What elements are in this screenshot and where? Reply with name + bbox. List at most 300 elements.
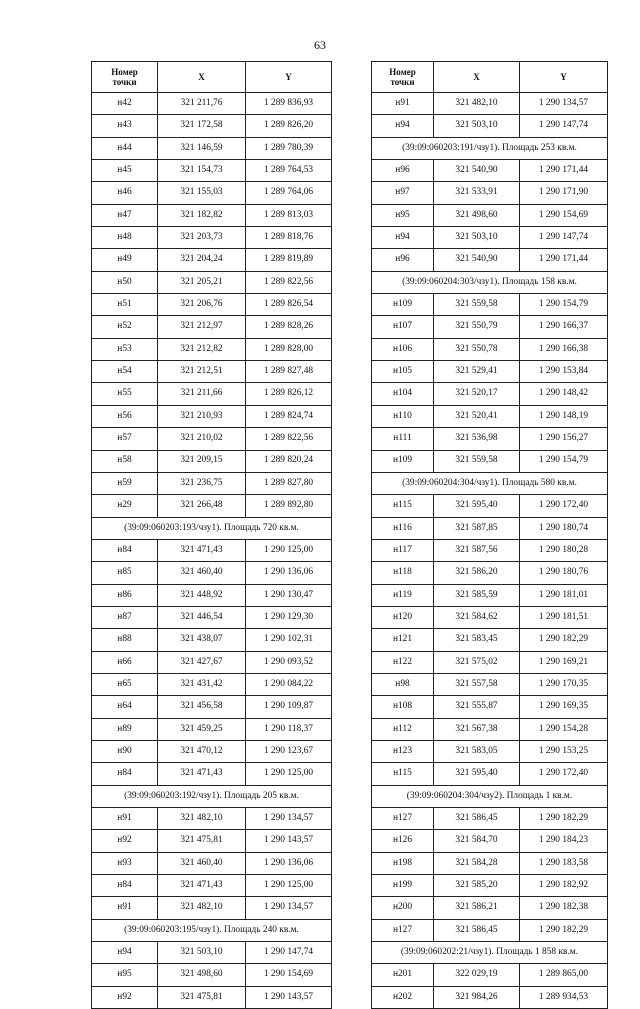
point-number-cell: н43	[92, 115, 158, 137]
point-number-cell: н107	[372, 316, 434, 338]
y-coordinate-cell: 1 289 828,00	[246, 338, 332, 360]
point-number-cell: н92	[92, 986, 158, 1008]
x-coordinate-cell: 321 585,59	[434, 584, 520, 606]
point-number-cell: н111	[372, 428, 434, 450]
point-number-cell: н95	[372, 204, 434, 226]
x-coordinate-cell: 321 498,60	[434, 204, 520, 226]
y-coordinate-cell: 1 290 134,57	[246, 808, 332, 830]
point-number-cell: н56	[92, 405, 158, 427]
table-header-row	[92, 62, 332, 93]
table-row	[372, 830, 608, 852]
x-coordinate-cell: 321 586,45	[434, 808, 520, 830]
x-coordinate-cell: 321 266,48	[158, 495, 246, 517]
x-coordinate-cell: 321 587,56	[434, 539, 520, 561]
y-coordinate-cell: 1 290 180,28	[520, 539, 608, 561]
y-coordinate-cell: 1 289 819,89	[246, 249, 332, 271]
point-number-cell: н94	[92, 942, 158, 964]
table-row	[92, 964, 332, 986]
x-coordinate-cell: 321 555,87	[434, 696, 520, 718]
point-number-cell: н121	[372, 629, 434, 651]
point-number-cell: н202	[372, 986, 434, 1008]
point-number-cell: н116	[372, 517, 434, 539]
x-coordinate-cell: 321 205,21	[158, 271, 246, 293]
y-coordinate-cell: 1 290 182,92	[520, 875, 608, 897]
section-row	[92, 785, 332, 807]
section-row	[372, 942, 608, 964]
table-row	[372, 316, 608, 338]
point-number-cell: н55	[92, 383, 158, 405]
point-number-cell: н51	[92, 294, 158, 316]
point-number-cell: н199	[372, 875, 434, 897]
point-number-cell: н57	[92, 428, 158, 450]
header-x: X	[158, 62, 246, 93]
y-coordinate-cell: 1 290 180,74	[520, 517, 608, 539]
y-coordinate-cell: 1 290 136,06	[246, 562, 332, 584]
y-coordinate-cell: 1 290 118,37	[246, 718, 332, 740]
y-coordinate-cell: 1 290 181,51	[520, 606, 608, 628]
table-row	[372, 897, 608, 919]
y-coordinate-cell: 1 290 084,22	[246, 673, 332, 695]
y-coordinate-cell: 1 289 822,56	[246, 271, 332, 293]
table-row	[92, 584, 332, 606]
x-coordinate-cell: 321 470,12	[158, 740, 246, 762]
x-coordinate-cell: 321 146,59	[158, 137, 246, 159]
x-coordinate-cell: 321 236,75	[158, 472, 246, 494]
x-coordinate-cell: 321 482,10	[158, 808, 246, 830]
y-coordinate-cell: 1 290 154,79	[520, 450, 608, 472]
point-number-cell: н64	[92, 696, 158, 718]
x-coordinate-cell: 322 029,19	[434, 964, 520, 986]
x-coordinate-cell: 321 448,92	[158, 584, 246, 606]
point-number-cell: н115	[372, 763, 434, 785]
x-coordinate-cell: 321 209,15	[158, 450, 246, 472]
table-row	[372, 539, 608, 561]
x-coordinate-cell: 321 459,25	[158, 718, 246, 740]
y-coordinate-cell: 1 290 134,57	[520, 93, 608, 115]
y-coordinate-cell: 1 289 828,26	[246, 316, 332, 338]
point-number-cell: н49	[92, 249, 158, 271]
x-coordinate-cell: 321 475,81	[158, 830, 246, 852]
y-coordinate-cell: 1 290 153,25	[520, 740, 608, 762]
point-number-cell: н86	[92, 584, 158, 606]
point-number-cell: н42	[92, 93, 158, 115]
x-coordinate-cell: 321 431,42	[158, 673, 246, 695]
point-number-cell: н58	[92, 450, 158, 472]
x-coordinate-cell: 321 438,07	[158, 629, 246, 651]
point-number-cell: н126	[372, 830, 434, 852]
point-number-cell: н97	[372, 182, 434, 204]
x-coordinate-cell: 321 536,98	[434, 428, 520, 450]
y-coordinate-cell: 1 290 156,27	[520, 428, 608, 450]
point-number-cell: н96	[372, 249, 434, 271]
x-coordinate-cell: 321 456,58	[158, 696, 246, 718]
table-row	[92, 204, 332, 226]
table-row	[92, 361, 332, 383]
y-coordinate-cell: 1 290 154,28	[520, 718, 608, 740]
section-title: (39:09:060203:195/чзу1). Площадь 240 кв.м.	[92, 919, 332, 941]
y-coordinate-cell: 1 290 172,40	[520, 763, 608, 785]
y-coordinate-cell: 1 290 147,74	[520, 115, 608, 137]
x-coordinate-cell: 321 210,02	[158, 428, 246, 450]
table-row	[92, 763, 332, 785]
x-coordinate-cell: 321 586,20	[434, 562, 520, 584]
page-number: 63	[314, 38, 326, 52]
x-coordinate-cell: 321 584,62	[434, 606, 520, 628]
x-coordinate-cell: 321 206,76	[158, 294, 246, 316]
table-row	[92, 808, 332, 830]
coordinates-table-right	[371, 61, 608, 1009]
point-number-cell: н90	[92, 740, 158, 762]
point-number-cell: н94	[372, 227, 434, 249]
table-row	[92, 93, 332, 115]
x-coordinate-cell: 321 211,66	[158, 383, 246, 405]
y-coordinate-cell: 1 289 822,56	[246, 428, 332, 450]
x-coordinate-cell: 321 540,90	[434, 160, 520, 182]
section-row	[92, 919, 332, 941]
table-row	[372, 249, 608, 271]
x-coordinate-cell: 321 595,40	[434, 495, 520, 517]
x-coordinate-cell: 321 212,97	[158, 316, 246, 338]
table-row	[372, 160, 608, 182]
table-row	[372, 495, 608, 517]
table-row	[372, 740, 608, 762]
table-row	[92, 450, 332, 472]
table-row	[372, 383, 608, 405]
point-number-cell: н118	[372, 562, 434, 584]
point-number-cell: н53	[92, 338, 158, 360]
table-row	[372, 405, 608, 427]
table-row	[372, 204, 608, 226]
y-coordinate-cell: 1 290 125,00	[246, 539, 332, 561]
table-row	[92, 338, 332, 360]
table-row	[92, 986, 332, 1008]
point-number-cell: н89	[92, 718, 158, 740]
table-row	[92, 182, 332, 204]
x-coordinate-cell: 321 520,41	[434, 405, 520, 427]
x-coordinate-cell: 321 503,10	[434, 115, 520, 137]
x-coordinate-cell: 321 210,93	[158, 405, 246, 427]
point-number-cell: н123	[372, 740, 434, 762]
point-number-cell: н120	[372, 606, 434, 628]
point-number-cell: н93	[92, 852, 158, 874]
y-coordinate-cell: 1 289 818,76	[246, 227, 332, 249]
y-coordinate-cell: 1 290 143,57	[246, 830, 332, 852]
y-coordinate-cell: 1 290 172,40	[520, 495, 608, 517]
y-coordinate-cell: 1 289 826,54	[246, 294, 332, 316]
y-coordinate-cell: 1 290 154,69	[520, 204, 608, 226]
point-number-cell: н91	[92, 897, 158, 919]
section-title: (39:09:060203:192/чзу1). Площадь 205 кв.м.	[92, 785, 332, 807]
table-row	[372, 450, 608, 472]
table-body	[372, 93, 608, 1009]
y-coordinate-cell: 1 290 148,19	[520, 405, 608, 427]
header-y: Y	[520, 62, 608, 93]
point-number-cell: н122	[372, 651, 434, 673]
point-number-cell: н50	[92, 271, 158, 293]
y-coordinate-cell: 1 290 182,38	[520, 897, 608, 919]
x-coordinate-cell: 321 583,05	[434, 740, 520, 762]
y-coordinate-cell: 1 290 171,44	[520, 160, 608, 182]
table-row	[92, 472, 332, 494]
table-row	[92, 651, 332, 673]
table-row	[92, 830, 332, 852]
table-row	[92, 137, 332, 159]
point-number-cell: н48	[92, 227, 158, 249]
y-coordinate-cell: 1 290 136,06	[246, 852, 332, 874]
x-coordinate-cell: 321 204,24	[158, 249, 246, 271]
point-number-cell: н46	[92, 182, 158, 204]
x-coordinate-cell: 321 155,03	[158, 182, 246, 204]
table-row	[92, 562, 332, 584]
section-title: (39:09:060204:304/чзу2). Площадь 1 кв.м.	[372, 785, 608, 807]
x-coordinate-cell: 321 427,67	[158, 651, 246, 673]
table-row	[92, 740, 332, 762]
section-row	[372, 785, 608, 807]
x-coordinate-cell: 321 503,10	[434, 227, 520, 249]
point-number-cell: н59	[92, 472, 158, 494]
x-coordinate-cell: 321 503,10	[158, 942, 246, 964]
table-row	[372, 361, 608, 383]
x-coordinate-cell: 321 471,43	[158, 763, 246, 785]
point-number-cell: н104	[372, 383, 434, 405]
y-coordinate-cell: 1 290 180,76	[520, 562, 608, 584]
x-coordinate-cell: 321 533,91	[434, 182, 520, 204]
table-row	[92, 227, 332, 249]
y-coordinate-cell: 1 290 134,57	[246, 897, 332, 919]
table-row	[92, 428, 332, 450]
point-number-cell: н200	[372, 897, 434, 919]
point-number-cell: н45	[92, 160, 158, 182]
table-row	[92, 405, 332, 427]
point-number-cell: н108	[372, 696, 434, 718]
y-coordinate-cell: 1 290 169,21	[520, 651, 608, 673]
x-coordinate-cell: 321 984,26	[434, 986, 520, 1008]
section-title: (39:09:060204:304/чзу1). Площадь 580 кв.м.	[372, 472, 608, 494]
table-row	[372, 718, 608, 740]
table-row	[372, 875, 608, 897]
section-row	[372, 472, 608, 494]
table-row	[372, 338, 608, 360]
y-coordinate-cell: 1 289 764,53	[246, 160, 332, 182]
table-row	[372, 93, 608, 115]
point-number-cell: н84	[92, 763, 158, 785]
x-coordinate-cell: 321 498,60	[158, 964, 246, 986]
point-number-cell: н52	[92, 316, 158, 338]
table-row	[372, 629, 608, 651]
table-row	[92, 115, 332, 137]
y-coordinate-cell: 1 289 892,80	[246, 495, 332, 517]
table-row	[92, 294, 332, 316]
x-coordinate-cell: 321 529,41	[434, 361, 520, 383]
x-coordinate-cell: 321 211,76	[158, 93, 246, 115]
table-row	[372, 651, 608, 673]
y-coordinate-cell: 1 289 934,53	[520, 986, 608, 1008]
table-row	[92, 897, 332, 919]
y-coordinate-cell: 1 290 169,35	[520, 696, 608, 718]
point-number-cell: н87	[92, 606, 158, 628]
y-coordinate-cell: 1 290 093,52	[246, 651, 332, 673]
table-row	[92, 606, 332, 628]
table-row	[372, 696, 608, 718]
section-row	[92, 517, 332, 539]
header-y: Y	[246, 62, 332, 93]
point-number-cell: н92	[92, 830, 158, 852]
x-coordinate-cell: 321 585,20	[434, 875, 520, 897]
y-coordinate-cell: 1 289 827,80	[246, 472, 332, 494]
table-row	[372, 606, 608, 628]
x-coordinate-cell: 321 471,43	[158, 875, 246, 897]
section-row	[372, 137, 608, 159]
table-row	[92, 495, 332, 517]
table-row	[92, 249, 332, 271]
point-number-cell: н84	[92, 875, 158, 897]
point-number-cell: н88	[92, 629, 158, 651]
table-row	[92, 718, 332, 740]
point-number-cell: н117	[372, 539, 434, 561]
y-coordinate-cell: 1 290 102,31	[246, 629, 332, 651]
header-point-number: Номер точки	[92, 62, 158, 93]
x-coordinate-cell: 321 154,73	[158, 160, 246, 182]
y-coordinate-cell: 1 290 182,29	[520, 919, 608, 941]
table-row	[92, 271, 332, 293]
point-number-cell: н91	[92, 808, 158, 830]
header-point-number: Номер точки	[372, 62, 434, 93]
x-coordinate-cell: 321 172,58	[158, 115, 246, 137]
table-row	[372, 584, 608, 606]
table-row	[372, 673, 608, 695]
x-coordinate-cell: 321 182,82	[158, 204, 246, 226]
table-row	[372, 964, 608, 986]
table-row	[92, 852, 332, 874]
y-coordinate-cell: 1 289 826,12	[246, 383, 332, 405]
point-number-cell: н94	[372, 115, 434, 137]
y-coordinate-cell: 1 290 148,42	[520, 383, 608, 405]
table-row	[372, 428, 608, 450]
x-coordinate-cell: 321 584,70	[434, 830, 520, 852]
section-title: (39:09:060202:21/чзу1). Площадь 1 858 кв.м.	[372, 942, 608, 964]
table-row	[372, 294, 608, 316]
table-row	[92, 942, 332, 964]
table-row	[372, 852, 608, 874]
y-coordinate-cell: 1 289 826,20	[246, 115, 332, 137]
table-row	[92, 316, 332, 338]
point-number-cell: н198	[372, 852, 434, 874]
point-number-cell: н96	[372, 160, 434, 182]
y-coordinate-cell: 1 290 123,67	[246, 740, 332, 762]
table-row	[92, 673, 332, 695]
x-coordinate-cell: 321 460,40	[158, 852, 246, 874]
y-coordinate-cell: 1 290 125,00	[246, 763, 332, 785]
table-row	[92, 696, 332, 718]
table-body	[92, 93, 332, 1009]
y-coordinate-cell: 1 290 184,23	[520, 830, 608, 852]
x-coordinate-cell: 321 446,54	[158, 606, 246, 628]
x-coordinate-cell: 321 586,45	[434, 919, 520, 941]
table-row	[372, 562, 608, 584]
table-row	[372, 517, 608, 539]
table-row	[372, 986, 608, 1008]
point-number-cell: н95	[92, 964, 158, 986]
x-coordinate-cell: 321 559,58	[434, 294, 520, 316]
point-number-cell: н105	[372, 361, 434, 383]
y-coordinate-cell: 1 289 820,24	[246, 450, 332, 472]
x-coordinate-cell: 321 586,21	[434, 897, 520, 919]
section-title: (39:09:060204:303/чзу1). Площадь 158 кв.м.	[372, 271, 608, 293]
x-coordinate-cell: 321 475,81	[158, 986, 246, 1008]
x-coordinate-cell: 321 567,38	[434, 718, 520, 740]
point-number-cell: н98	[372, 673, 434, 695]
x-coordinate-cell: 321 203,73	[158, 227, 246, 249]
y-coordinate-cell: 1 290 182,29	[520, 629, 608, 651]
y-coordinate-cell: 1 290 170,35	[520, 673, 608, 695]
y-coordinate-cell: 1 290 171,90	[520, 182, 608, 204]
point-number-cell: н112	[372, 718, 434, 740]
y-coordinate-cell: 1 290 181,01	[520, 584, 608, 606]
y-coordinate-cell: 1 290 166,37	[520, 316, 608, 338]
table-row	[92, 383, 332, 405]
point-number-cell: н65	[92, 673, 158, 695]
y-coordinate-cell: 1 290 153,84	[520, 361, 608, 383]
x-coordinate-cell: 321 212,82	[158, 338, 246, 360]
x-coordinate-cell: 321 540,90	[434, 249, 520, 271]
point-number-cell: н109	[372, 450, 434, 472]
table-row	[372, 919, 608, 941]
point-number-cell: н47	[92, 204, 158, 226]
x-coordinate-cell: 321 583,45	[434, 629, 520, 651]
table-row	[372, 182, 608, 204]
point-number-cell: н66	[92, 651, 158, 673]
y-coordinate-cell: 1 290 147,74	[246, 942, 332, 964]
x-coordinate-cell: 321 587,85	[434, 517, 520, 539]
y-coordinate-cell: 1 290 125,00	[246, 875, 332, 897]
table-row	[92, 875, 332, 897]
point-number-cell: н119	[372, 584, 434, 606]
y-coordinate-cell: 1 289 827,48	[246, 361, 332, 383]
point-number-cell: н91	[372, 93, 434, 115]
section-title: (39:09:060203:191/чзу1). Площадь 253 кв.м.	[372, 137, 608, 159]
y-coordinate-cell: 1 290 130,47	[246, 584, 332, 606]
point-number-cell: н84	[92, 539, 158, 561]
table-row	[372, 763, 608, 785]
y-coordinate-cell: 1 290 171,44	[520, 249, 608, 271]
y-coordinate-cell: 1 289 836,93	[246, 93, 332, 115]
x-coordinate-cell: 321 460,40	[158, 562, 246, 584]
x-coordinate-cell: 321 575,02	[434, 651, 520, 673]
x-coordinate-cell: 321 559,58	[434, 450, 520, 472]
y-coordinate-cell: 1 289 764,06	[246, 182, 332, 204]
x-coordinate-cell: 321 482,10	[434, 93, 520, 115]
y-coordinate-cell: 1 290 182,29	[520, 808, 608, 830]
y-coordinate-cell: 1 290 143,57	[246, 986, 332, 1008]
header-x: X	[434, 62, 520, 93]
point-number-cell: н44	[92, 137, 158, 159]
y-coordinate-cell: 1 290 147,74	[520, 227, 608, 249]
point-number-cell: н85	[92, 562, 158, 584]
table-row	[372, 227, 608, 249]
y-coordinate-cell: 1 289 813,03	[246, 204, 332, 226]
y-coordinate-cell: 1 290 154,69	[246, 964, 332, 986]
point-number-cell: н127	[372, 808, 434, 830]
section-title: (39:09:060203:193/чзу1). Площадь 720 кв.м.	[92, 517, 332, 539]
x-coordinate-cell: 321 520,17	[434, 383, 520, 405]
table-row	[372, 115, 608, 137]
y-coordinate-cell: 1 290 166,38	[520, 338, 608, 360]
table-row	[92, 539, 332, 561]
y-coordinate-cell: 1 290 183,58	[520, 852, 608, 874]
point-number-cell: н29	[92, 495, 158, 517]
x-coordinate-cell: 321 584,28	[434, 852, 520, 874]
point-number-cell: н201	[372, 964, 434, 986]
